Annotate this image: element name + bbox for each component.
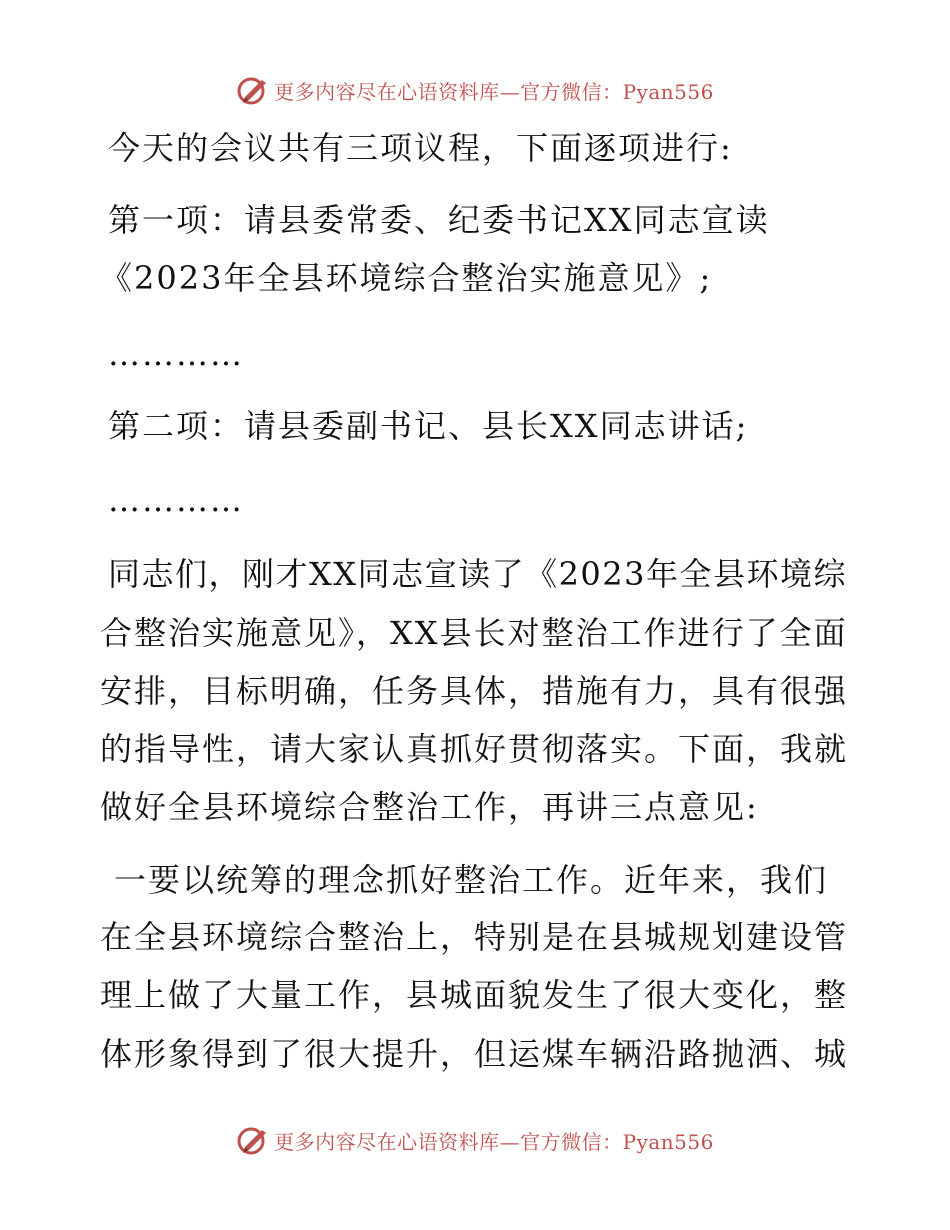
pen-logo-icon <box>236 1123 270 1157</box>
watermark-text: 更多内容尽在心语资料库—官方微信：Pyan556 <box>274 79 714 104</box>
paragraph-line: 做好全县环境综合整治工作，再讲三点意见: <box>100 788 759 826</box>
paragraph-line: 今天的会议共有三项议程，下面逐项进行: <box>108 129 733 167</box>
footer-watermark <box>0 1120 950 1160</box>
paragraph-line: 一要以统筹的理念抓好整治工作。近年来，我们 <box>114 861 829 899</box>
paragraph-line: 的指导性，请大家认真抓好贯彻落实。下面，我就 <box>100 730 849 768</box>
paragraph-line: ………… <box>108 481 244 519</box>
paragraph-line: 安排，目标明确，任务具体，措施有力，具有很强 <box>100 672 849 710</box>
pen-logo-icon <box>236 73 270 107</box>
paragraph-line: 在全县环境综合整治上，特别是在县城规划建设管 <box>100 918 849 956</box>
paragraph-line: 《2023年全县环境综合整治实施意见》; <box>100 259 713 297</box>
paragraph-line: 同志们，刚才XX同志宣读了《2023年全县环境综 <box>108 555 848 593</box>
header-watermark <box>0 70 950 110</box>
paragraph-line: ………… <box>108 335 244 373</box>
paragraph-line: 合整治实施意见》，XX县长对整治工作进行了全面 <box>100 614 848 652</box>
paragraph-line: 第二项：请县委副书记、县长XX同志讲话; <box>108 407 749 445</box>
paragraph-line: 理上做了大量工作，县城面貌发生了很大变化，整 <box>100 976 849 1014</box>
watermark-text: 更多内容尽在心语资料库—官方微信：Pyan556 <box>274 1129 714 1154</box>
paragraph-line: 第一项：请县委常委、纪委书记XX同志宣读 <box>108 201 770 239</box>
paragraph-line: 体形象得到了很大提升，但运煤车辆沿路抛洒、城 <box>100 1035 849 1073</box>
